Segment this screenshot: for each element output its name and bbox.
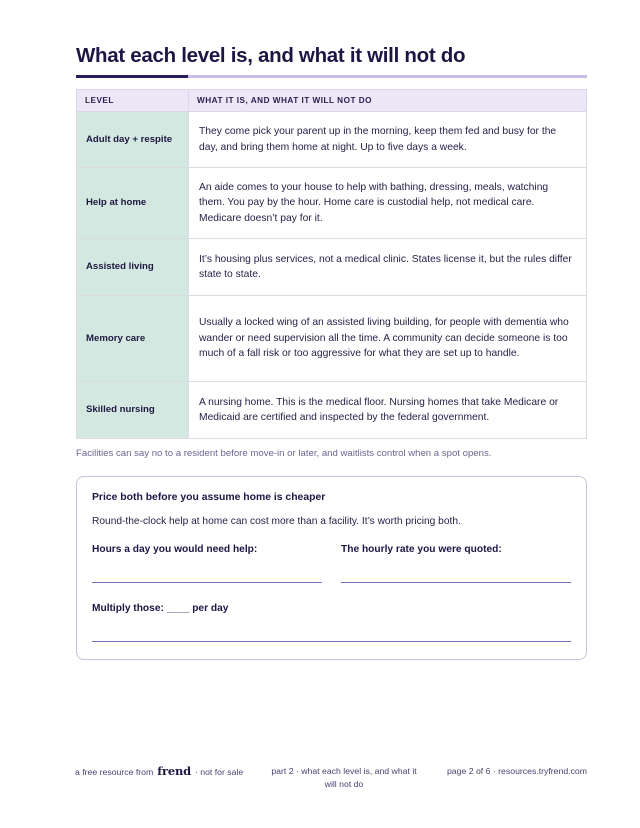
rate-blank[interactable] — [341, 582, 571, 583]
frend-logo: frend — [157, 764, 191, 778]
column-header-level: LEVEL — [77, 90, 189, 112]
level-description: Usually a locked wing of an assisted living building, for people with dementia who wander or need supervision all the time. A community can decide someone is too much of a fall risk or too aggressive for what they are set up to handle. — [189, 296, 587, 382]
facilities-note: Facilities can say no to a resident before move-in or later, and waitlists control when a spot opens. — [76, 448, 492, 459]
footer-page-info: page 2 of 6 · resources.tryfrend.com — [446, 766, 587, 776]
hours-blank[interactable] — [92, 582, 322, 583]
multiply-label: Multiply those: ____ per day — [92, 603, 229, 614]
level-name: Skilled nursing — [77, 382, 189, 439]
level-description: A nursing home. This is the medical floor. Nursing homes that take Medicare or Medicaid are certified and inspected by the federal government. — [189, 382, 587, 439]
level-name: Assisted living — [77, 239, 189, 296]
column-header-description: WHAT IT IS, AND WHAT IT WILL NOT DO — [189, 90, 587, 112]
level-name: Adult day + respite — [77, 112, 189, 168]
level-description: They come pick your parent up in the morning, keep them fed and busy for the day, and bring them home at night. Up to five days a week. — [189, 112, 587, 168]
table-row — [77, 239, 587, 296]
table-row — [77, 296, 587, 382]
footer-suffix: · not for sale — [194, 767, 244, 777]
table-row — [77, 382, 587, 439]
per-day-blank[interactable] — [92, 641, 571, 642]
level-description: It’s housing plus services, not a medical clinic. States license it, but the rules differ state to state. — [189, 239, 587, 296]
level-name: Memory care — [77, 296, 189, 382]
level-name: Help at home — [77, 168, 189, 239]
footer-prefix: a free resource from — [75, 767, 154, 777]
title-rule-accent — [76, 75, 188, 78]
footer-section: part 2 · what each level is, and what it will not do — [271, 766, 417, 789]
price-worksheet-box — [76, 476, 587, 660]
table-header-row — [77, 90, 587, 112]
worksheet-intro: Round-the-clock help at home can cost more than a facility. It’s worth pricing both. — [92, 516, 461, 527]
footer-left — [75, 765, 243, 779]
table-row — [77, 168, 587, 239]
level-description: An aide comes to your house to help with bathing, dressing, meals, watching them. You pay by the hour. Home care is custodial help, not medical care. Medicare doesn’t pay for it. — [189, 168, 587, 239]
rate-label: The hourly rate you were quoted: — [341, 544, 502, 555]
table-row — [77, 112, 587, 168]
page-title: What each level is, and what it will not do — [76, 44, 466, 67]
levels-table — [76, 89, 587, 439]
worksheet-title: Price both before you assume home is cheaper — [92, 492, 326, 503]
hours-label: Hours a day you would need help: — [92, 544, 258, 555]
